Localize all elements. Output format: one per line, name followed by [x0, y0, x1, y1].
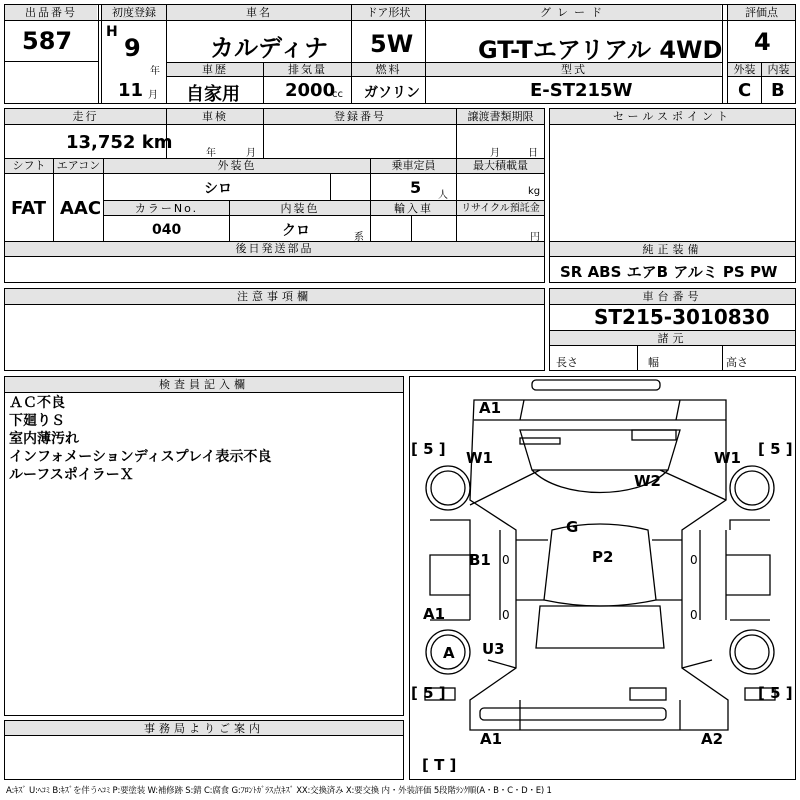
load-unit: kg [528, 186, 541, 197]
mark-w1-left: W1 [466, 449, 493, 467]
int-color: クロ [282, 223, 310, 239]
mark-g: G [566, 518, 579, 536]
recycle-unit: 円 [530, 232, 540, 243]
aircon: AAC [60, 198, 102, 219]
shift: FAT [11, 198, 47, 219]
diagram-zero-a: 0 [502, 553, 510, 567]
diagram-zero-b: 0 [690, 553, 698, 567]
history-label: 車歴 [202, 63, 228, 76]
tyre-rear-left: [ 5 ] [411, 684, 446, 702]
diagram-zero-d: 0 [690, 608, 698, 622]
notes-label: 注意事項欄 [237, 290, 312, 303]
interior-label: 内装 [767, 63, 790, 76]
ext-color: シロ [204, 181, 232, 197]
mark-p2: P2 [592, 548, 614, 566]
score-label: 評価点 [745, 6, 778, 19]
transfer-docs-label: 譲渡書類期限 [467, 110, 534, 123]
office-label: 事務局よりご案内 [144, 722, 264, 735]
shift-label: シフト [12, 159, 46, 172]
tyre-front-right: [ 5 ] [758, 440, 793, 458]
door-type: 5W [370, 30, 414, 58]
fuel-label: 燃料 [375, 63, 402, 76]
transfer-day-unit: 日 [528, 148, 538, 159]
capacity-unit: 人 [438, 190, 448, 201]
capacity-label: 乗車定員 [391, 159, 436, 172]
inspection-month-unit: 月 [246, 148, 256, 159]
legend: A:ｷｽﾞ U:ﾍｺﾐ B:ｷｽﾞを伴うﾍｺﾐ P:要塗装 W:補修跡 S:錆 C:腐食 G:ﾌﾛﾝﾄｶﾞﾗｽ点ｷｽﾞ XX:交換済み X:要交換 内・外装評価 5段階ﾗﾝｸ順(A・B・C・D・E) 1 [6, 786, 552, 796]
lot-number: 587 [22, 27, 73, 55]
inspector-note-4: インフォメーションディスプレイ表示不良 [9, 449, 272, 465]
grade: GT-Tエアリアル 4WD [478, 36, 723, 64]
era-prefix: H [106, 24, 118, 40]
inspector-note-1: ＡＣ不良 [9, 395, 65, 411]
int-color-suffix: 系 [354, 232, 364, 243]
inspection-year-unit: 年 [206, 148, 216, 159]
mark-u3: U3 [482, 640, 505, 658]
displacement: 2000 [285, 80, 336, 101]
tyre-rear-right: [ 5 ] [758, 684, 793, 702]
color-no: 040 [152, 222, 182, 238]
max-load-label: 最大積載量 [473, 159, 528, 172]
model-type-label: 型式 [561, 63, 587, 76]
month-suffix: 月 [148, 90, 158, 101]
lot-number-label: 出品番号 [25, 6, 77, 19]
displacement-unit: cc [332, 89, 343, 100]
mileage: 13,752 km [66, 132, 173, 153]
mark-b1: B1 [469, 551, 491, 569]
chassis-no-label: 車台番号 [642, 290, 703, 303]
int-color-label: 内装色 [280, 202, 320, 215]
color-no-label: カラーNo. [134, 202, 199, 215]
mark-a-circle: A [443, 644, 455, 662]
mark-a2-bottom: A2 [701, 730, 724, 748]
spare-tyre: [ T ] [422, 756, 457, 774]
first-reg-year: 9 [124, 34, 141, 62]
inspection-label: 車検 [202, 110, 228, 123]
mileage-label: 走行 [72, 110, 99, 123]
mark-a1-bottom: A1 [480, 730, 503, 748]
inspector-note-5: ルーフスポイラーＸ [9, 467, 134, 483]
car-name: カルディナ [210, 34, 329, 62]
inspector-note-2: 下廻りＳ [9, 413, 65, 429]
dim-length-label: 長さ [556, 356, 578, 369]
first-reg-label: 初度登録 [112, 6, 156, 19]
dim-width-label: 幅 [648, 356, 659, 369]
first-reg-month: 11 [118, 80, 144, 101]
fuel: ガソリン [364, 85, 420, 101]
inspector-label: 検査員記入欄 [159, 378, 249, 391]
interior-grade: B [771, 80, 785, 101]
car-name-label: 車名 [246, 6, 272, 19]
ext-color-label: 外装色 [217, 159, 257, 172]
mark-a1-top: A1 [479, 399, 502, 417]
reg-number-label: 登録番号 [334, 110, 386, 123]
model-type: E-ST215W [530, 80, 633, 101]
dim-height-label: 高さ [726, 356, 748, 369]
score: 4 [754, 28, 771, 56]
displacement-label: 排気量 [288, 63, 327, 76]
options: SR ABS エアB アルミ PS PW [560, 263, 778, 281]
options-label: 純正装備 [642, 243, 703, 256]
diagram-zero-c: 0 [502, 608, 510, 622]
year-suffix: 年 [150, 66, 160, 77]
import-label: 輸入車 [394, 202, 433, 215]
exterior-grade: C [738, 80, 752, 101]
tyre-front-left: [ 5 ] [411, 440, 446, 458]
recycle-label: リサイクル預託金 [461, 203, 540, 214]
dims-label: 諸元 [657, 332, 688, 345]
mark-w1-right: W1 [714, 449, 741, 467]
chassis-no: ST215-3010830 [594, 305, 770, 329]
mark-w2: W2 [634, 472, 661, 490]
door-type-label: ドア形状 [366, 6, 411, 19]
grade-label: グレード [540, 6, 608, 19]
inspector-note-3: 室内薄汚れ [9, 431, 79, 447]
later-parts-label: 後日発送部品 [235, 242, 314, 255]
transfer-month-unit: 月 [490, 148, 500, 159]
capacity: 5 [410, 178, 422, 197]
car-history: 自家用 [186, 84, 240, 105]
aircon-label: エアコン [56, 159, 101, 172]
mark-a1-left: A1 [423, 605, 446, 623]
sales-points-label: セールスポイント [612, 110, 732, 123]
exterior-label: 外装 [733, 63, 756, 76]
